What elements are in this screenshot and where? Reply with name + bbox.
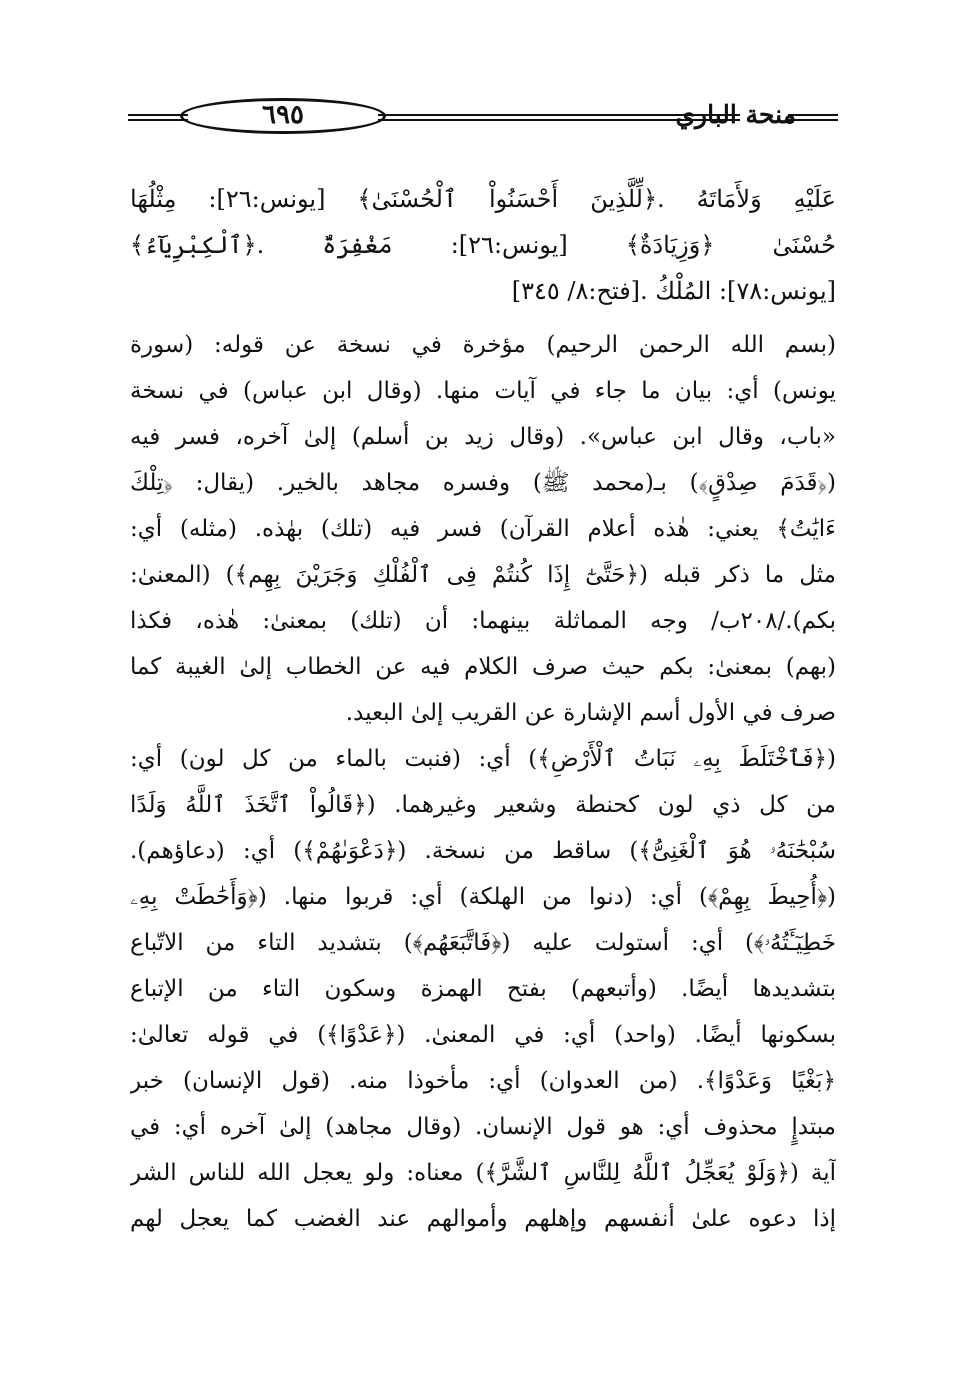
commentary-line: بتشديدها أيضًا. (وأتبعهم) بفتح الهمزة وسكون التاء من الإتباع [130,976,836,1002]
quran-line: عَلَيْهِ وَلأَمَاتَهُ .﴿لِّلَّذِينَ أَحْسَنُواْ ٱلْحُسْنَىٰ﴾ [يونس:٢٦]: مِثْلُهَا [130,185,836,213]
commentary-line: سُبْحَٰنَهُۥ هُوَ ٱلْغَنِىُّ﴾) ساقط من نسخة. (﴿دَعْوَىٰهُمْ﴾) أي: (دعاؤهم). [130,838,836,864]
commentary-line: صرف في الأول أسم الإشارة عن القريب إلىٰ البعيد. [345,700,836,726]
quran-line: حُسْنَىٰ ﴿وَزِيَادَةٌ﴾ [يونس:٢٦]: مَغْفِرَةٌ .﴿ٱلْكِبْرِيَآءُ﴾ [130,231,836,259]
commentary-line: (﴿قَدَمَ صِدْقٍ﴾) بـ(محمد ﷺ) وفسره مجاهد بالخير. (يقال: ﴿تِلْكَ [130,470,836,496]
commentary-line: (بسم الله الرحمن الرحيم) مؤخرة في نسخة عن قوله: (سورة [130,332,836,358]
commentary-line: مثل ما ذكر قبله (﴿حَتَّىٰٓ إِذَا كُنتُمْ فِى ٱلْفُلْكِ وَجَرَيْنَ بِهِم﴾) (المعنىٰ: [130,562,836,588]
commentary-line: إذا دعوه علىٰ أنفسهم وإهلهم وأموالهم عند الغضب كما يعجل لهم [130,1206,836,1232]
page-number: ٦٩٥ [262,100,304,130]
quran-gloss-block [130,176,836,314]
quran-line: [يونس:٧٨]: المُلْكُ .[فتح:٨/ ٣٤٥] [511,277,836,305]
commentary-line: (﴿أُحِيطَ بِهِمْ﴾) أي: (دنوا من الهلكة) أي: قربوا منها. (﴿وَأَحَٰطَتْ بِهِۦ [130,884,836,910]
commentary-line: من كل ذي لون كحنطة وشعير وغيرهما. (﴿قَالُواْ ٱتَّخَذَ ٱللَّهُ وَلَدًا [130,792,836,818]
commentary-line: خَطِيٓـَٔتُهُۥ﴾) أي: أستولت عليه (﴿فَاتَّبَعَهُم﴾) بتشديد التاء من الاتّباع [130,930,836,956]
commentary-line: (بهم) بمعنىٰ: بكم حيث صرف الكلام فيه عن الخطاب إلىٰ الغيبة كما [130,654,836,680]
commentary-line: ءَايَٰتُ﴾ يعني: هٰذه أعلام القرآن) فسر فيه (تلك) بهٰذه. (مثله) أي: [130,516,836,542]
header-rule-right [788,114,838,121]
commentary-line: بكم)./٢٠٨ب/ وجه المماثلة بينهما: أن (تلك) بمعنىٰ: هٰذه، فكذا [130,608,836,634]
commentary-line: يونس) أي: بيان ما جاء في آيات منها. (وقال ابن عباس) في نسخة [130,378,836,404]
book-title: منحة الباري [675,100,796,129]
commentary-line: (﴿فَٱخْتَلَطَ بِهِۦ نَبَاتُ ٱلْأَرْضِ﴾) أي: (فنبت بالماء من كل لون) أي: [130,746,836,772]
header-rule-left [128,114,188,121]
page-header [128,96,838,142]
commentary-line: «باب، وقال ابن عباس». (وقال زيد بن أسلم) إلىٰ آخره، فسر فيه [130,424,836,450]
commentary-line: آية (﴿وَلَوْ يُعَجِّلُ ٱللَّهُ لِلنَّاسِ ٱلشَّرَّ﴾) معناه: ولو يعجل الله للناس الشر [130,1160,836,1186]
commentary-line: ﴿بَغْيًا وَعَدْوًا﴾. (من العدوان) أي: مأخوذا منه. (قول الإنسان) خبر [130,1068,836,1094]
commentary-block [130,322,836,1242]
commentary-line: مبتدإٍ محذوف أي: هو قول الإنسان. (وقال مجاهد) إلىٰ آخره أي: في [130,1114,836,1140]
commentary-line: بسكونها أيضًا. (واحد) أي: في المعنىٰ. (﴿عَدْوًا﴾) في قوله تعالىٰ: [130,1022,836,1048]
